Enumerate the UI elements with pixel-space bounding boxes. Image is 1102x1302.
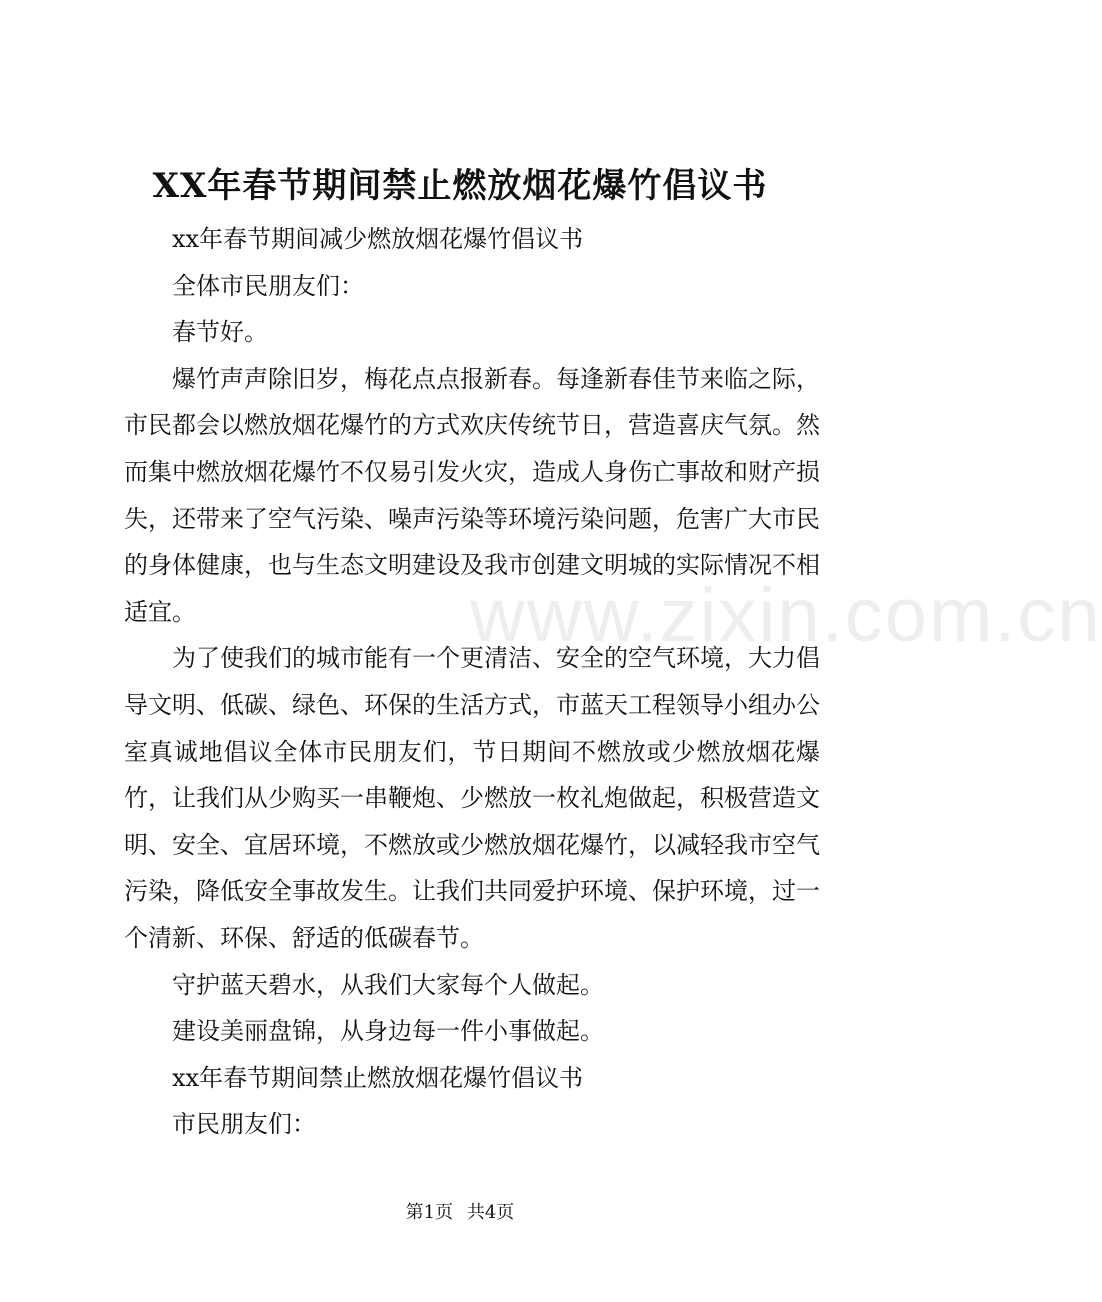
- body-paragraph: 为了使我们的城市能有一个更清洁、安全的空气环境，大力倡导文明、低碳、绿色、环保的生活方式，市蓝天工程领导小组办公室真诚地倡议全体市民朋友们，节日期间不燃放或少燃放烟花爆竹，让我们从少购买一串鞭炮、少燃放一枚礼炮做起，积极营造文明、安全、宜居环境，不燃放或少燃放烟花爆竹，以减轻我市空气污染，降低安全事故发生。让我们共同爱护环境、保护环境，过一个清新、环保、舒适的低碳春节。: [124, 644, 820, 952]
- salutation-paragraph: 全体市民朋友们：: [172, 271, 364, 300]
- section-title-paragraph: xx年春节期间禁止燃放烟花爆竹倡议书: [172, 1063, 584, 1092]
- greeting-paragraph: 春节好。: [172, 318, 268, 347]
- document-title: XX年春节期间禁止燃放烟花爆竹倡议书: [152, 166, 768, 206]
- watermark: www.zixin.com.cn: [470, 573, 1102, 658]
- slogan-paragraph: 守护蓝天碧水，从我们大家每个人做起。: [172, 970, 604, 999]
- page-number: 第1页: [405, 1202, 454, 1223]
- body-paragraph: 爆竹声声除旧岁，梅花点点报新春。每逢新春佳节来临之际，市民都会以燃放烟花爆竹的方式欢庆传统节日，营造喜庆气氛。然而集中燃放烟花爆竹不仅易引发火灾，造成人身伤亡事故和财产损失，还带来了空气污染、噪声污染等环境污染问题，危害广大市民的身体健康，也与生态文明建设及我市创建文明城的实际情况不相适宜。: [124, 364, 820, 626]
- subtitle-paragraph: xx年春节期间减少燃放烟花爆竹倡议书: [172, 225, 584, 253]
- page-footer: [0, 1200, 920, 1226]
- salutation-paragraph: 市民朋友们：: [172, 1110, 316, 1139]
- document-body: [124, 216, 820, 1148]
- page-total: 共4页: [466, 1202, 515, 1223]
- slogan-paragraph: 建设美丽盘锦，从身边每一件小事做起。: [172, 1017, 604, 1046]
